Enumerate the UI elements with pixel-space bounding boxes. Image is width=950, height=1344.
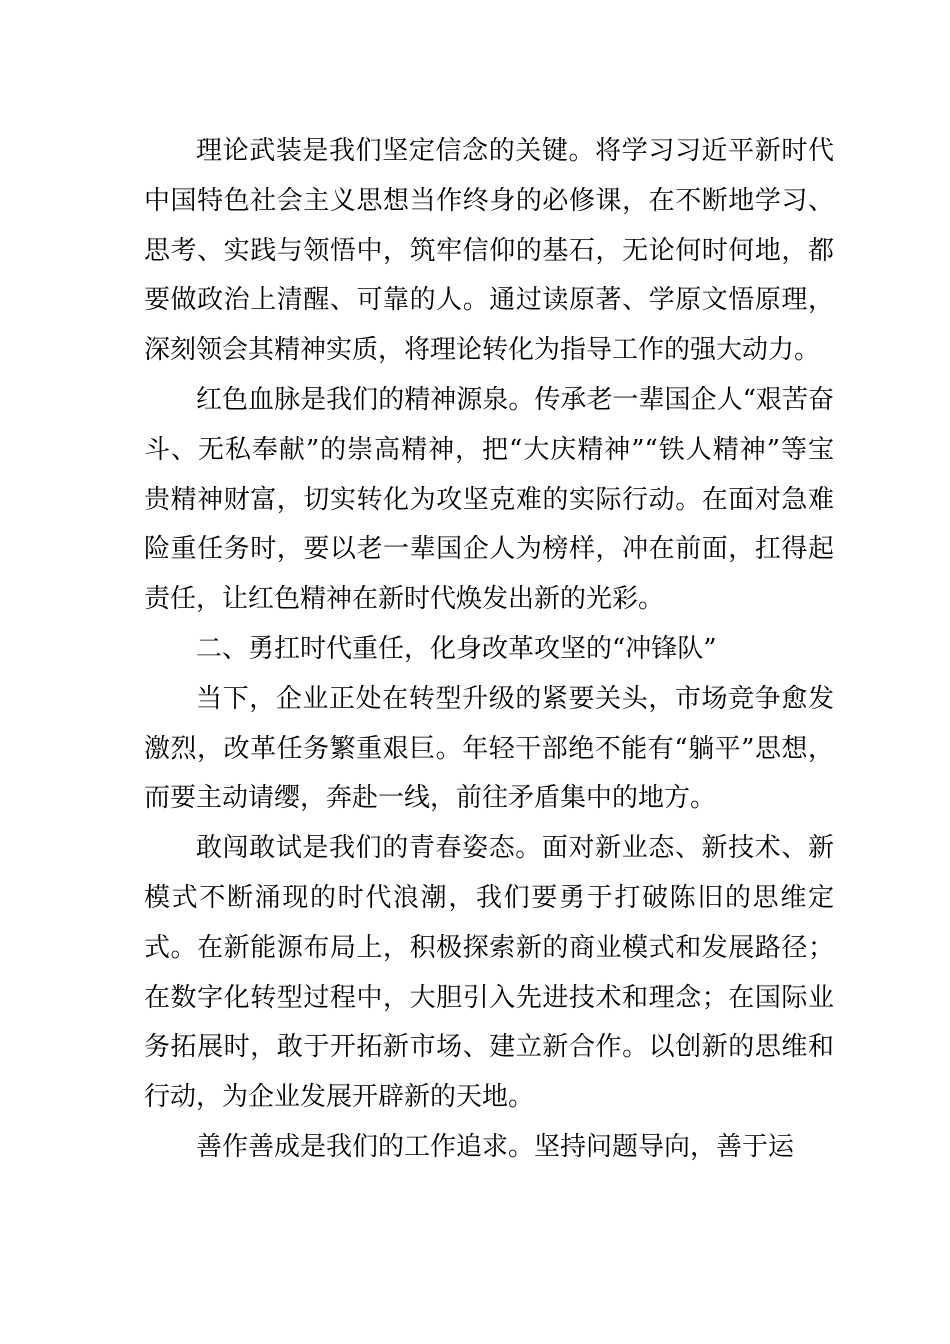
paragraph-theory-armament: 理论武装是我们坚定信念的关键。将学习习近平新时代中国特色社会主义思想当作终身的必修课，在不断地学习、思考、实践与领悟中，筑牢信仰的基石，无论何时何地，都要做政治上清醒、可靠的人。通过读原著、学原文悟原理，深刻领会其精神实质，将理论转化为指导工作的强大动力。 — [144, 136, 834, 366]
paragraph-dare-to-try: 敢闯敢试是我们的青春姿态。面对新业态、新技术、新模式不断涌现的时代浪潮，我们要勇于打破陈旧的思维定式。在新能源布局上，积极探索新的商业模式和发展路径；在数字化转型过程中，大胆引入先进技术和理念；在国际业务拓展时，敢于开拓新市场、建立新合作。以创新的思维和行动，为企业发展开辟新的天地。 — [144, 833, 834, 1113]
section-heading-two: 二、勇扛时代重任，化身改革攻坚的“冲锋队” — [196, 633, 717, 664]
paragraph-red-bloodline: 红色血脉是我们的精神源泉。传承老一辈国企人“艰苦奋斗、无私奉献”的崇高精神，把“大庆精神”“铁人精神”等宝贵精神财富，切实转化为攻坚克难的实际行动。在面对急难险重任务时，要以老一辈国企人为榜样，冲在前面，扛得起责任，让红色精神在新时代焕发出新的光彩。 — [144, 384, 834, 615]
paragraph-work-pursuit: 善作善成是我们的工作追求。坚持问题导向，善于运 — [196, 1131, 795, 1162]
paragraph-current-situation: 当下，企业正处在转型升级的紧要关头，市场竞争愈发激烈，改革任务繁重艰巨。年轻干部绝不能有“躺平”思想，而要主动请缨，奔赴一线，前往矛盾集中的地方。 — [144, 683, 834, 814]
document-body — [144, 127, 834, 1173]
